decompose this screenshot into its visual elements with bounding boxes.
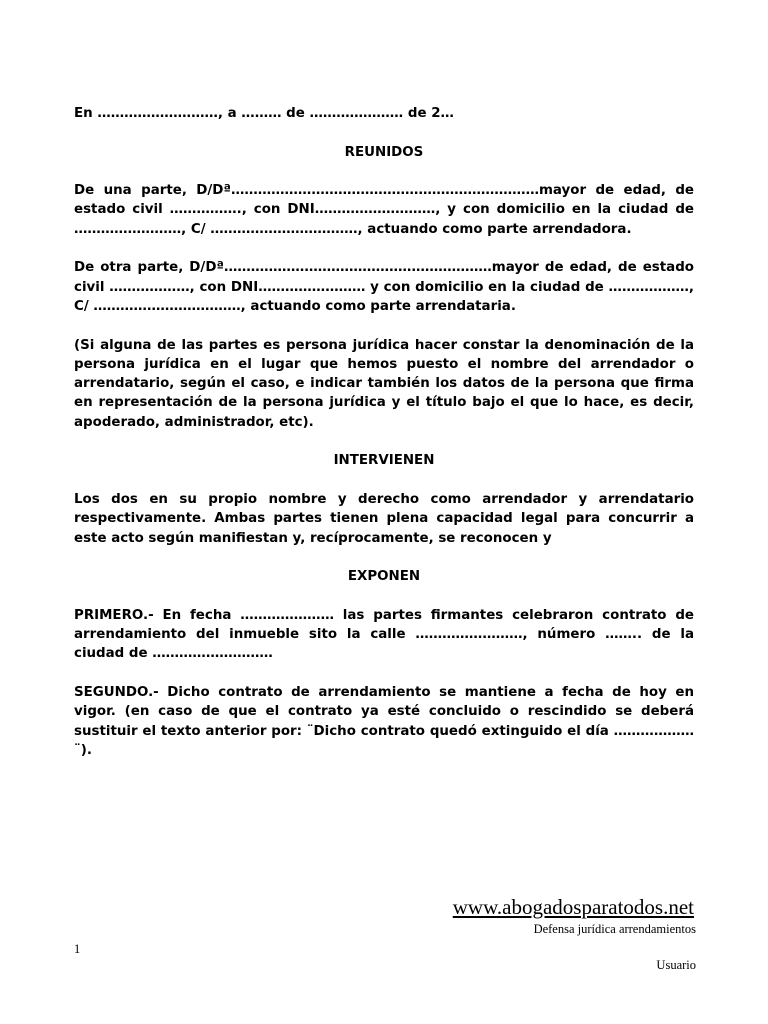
date-line: En ………………………, a ……… de ………………… de 2… [74,106,454,121]
heading-intervienen: INTERVIENEN [333,453,435,469]
footer-subtitle: Defensa jurídica arrendamientos [533,922,696,936]
paragraph-segundo: SEGUNDO.- Dicho contrato de arrendamiento se mantiene a fecha de hoy en vigor. (en caso de que el contrato ya esté concluido o rescindido se deberá sustituir el texto anterior por: ¨Dicho contrato quedó extinguido el día ………………¨). [74,684,694,758]
paragraph-primero: PRIMERO.- En fecha ………………… las partes firmantes celebraron contrato de arrendamiento del inmueble sito la calle ……………………, número …….. de la ciudad de ……………………… [74,607,694,662]
footer-website-link[interactable]: www.abogadosparatodos.net [452,895,694,919]
document-body [74,104,694,779]
paragraph-intervienen: Los dos en su propio nombre y derecho como arrendador y arrendatario respectivamente. Ambas partes tienen plena capacidad legal para concurrir a este acto según manifiestan y, recíprocamente, se reconocen y [74,491,694,546]
paragraph-arrendataria: De otra parte, D/Dª……………………………………………………mayor de edad, de estado civil ………………, con DNI…………………… y con domicilio en la ciudad de ………………, C/ ……………………………, actuando como parte arrendataria. [74,260,694,314]
heading-reunidos: REUNIDOS [344,144,424,160]
page-number: 1 [74,942,81,956]
paragraph-arrendadora: De una parte, D/Dª……………………………………………………………mayor de edad, de estado civil ……………., con DNI………………………, y con domicilio en la ciudad de ……………………, C/ ……………………………, actuando como parte arrendadora. [74,183,694,237]
paragraph-persona-juridica: (Si alguna de las partes es persona jurídica hacer constar la denominación de la persona jurídica en el lugar que hemos puesto el nombre del arrendador o arrendatario, según el caso, e indicar también los datos de la persona que firma en representación de la persona jurídica y el título bajo el que lo hace, es decir, apoderado, administrador, etc). [74,337,694,430]
footer-user: Usuario [656,958,696,972]
heading-exponen: EXPONEN [347,569,421,585]
